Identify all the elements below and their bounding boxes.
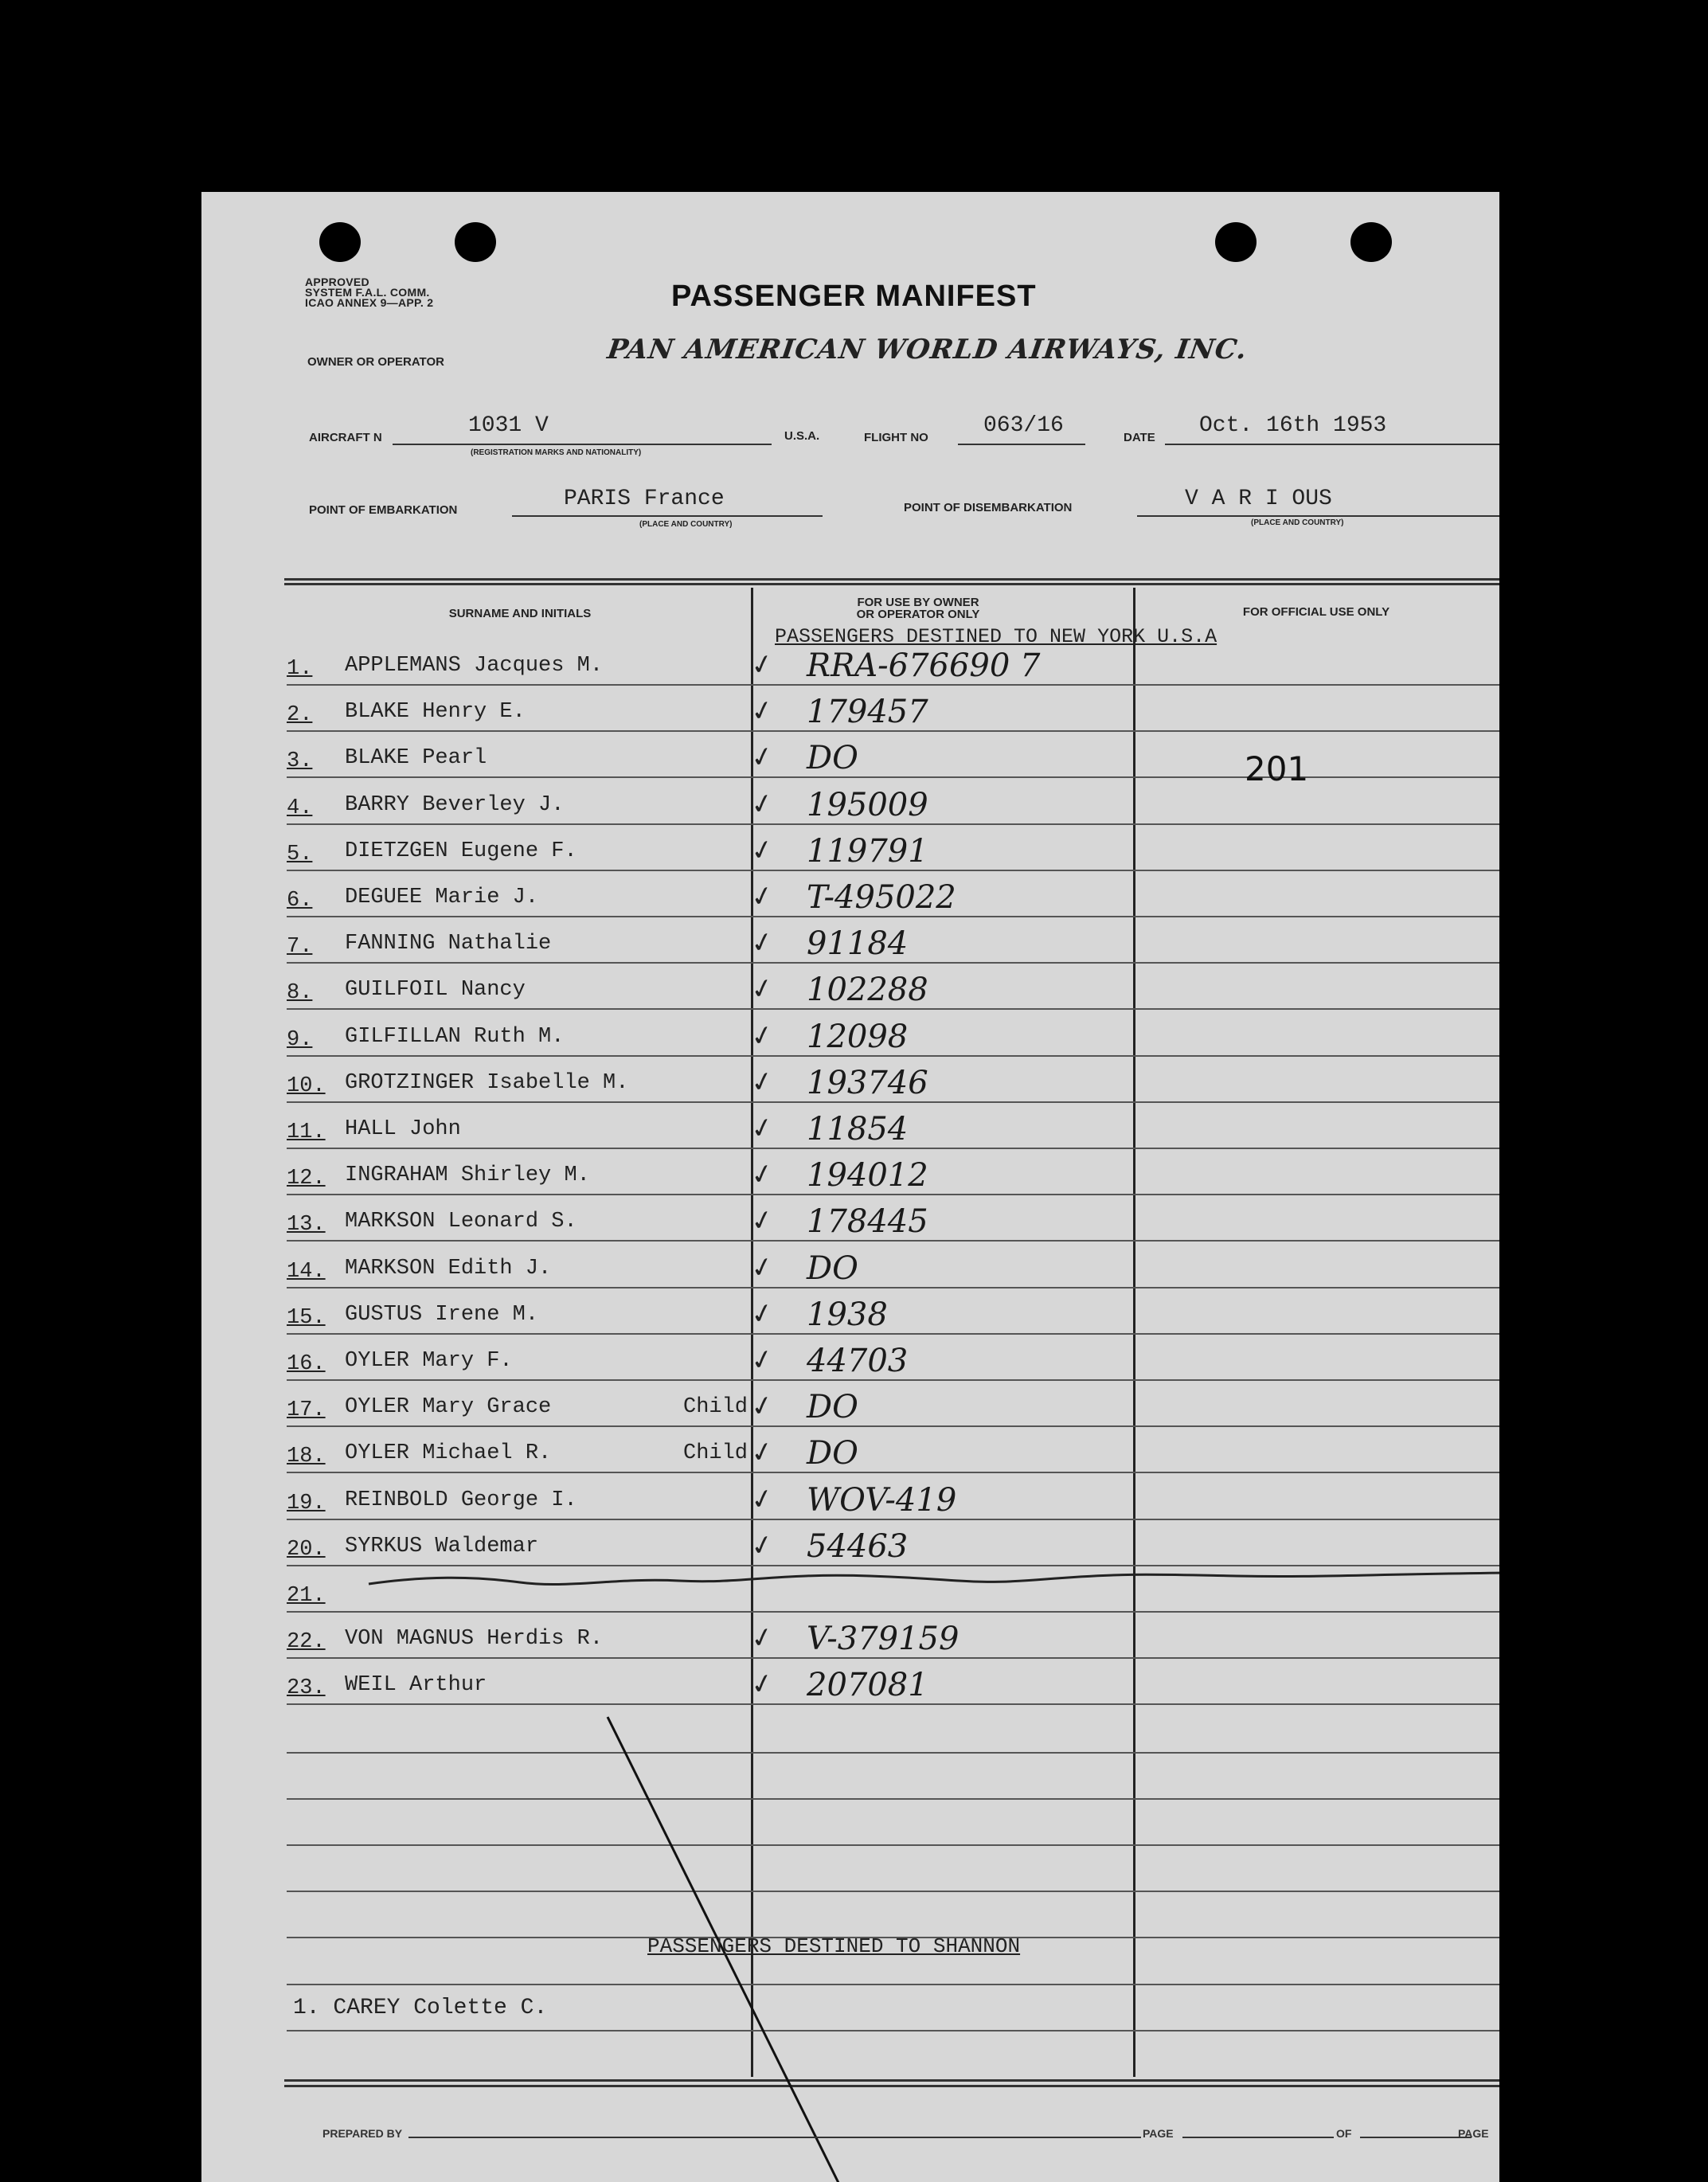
disembark-underline (1137, 515, 1499, 517)
passenger-number: 23. (287, 1676, 326, 1701)
punch-hole (319, 222, 361, 262)
passenger-row (201, 1613, 1499, 1659)
ticket-number: WOV-419 (807, 1481, 957, 1519)
passenger-number: 7. (287, 935, 313, 960)
ticket-number: DO (807, 1389, 858, 1426)
embark-caption: (PLACE AND COUNTRY) (639, 520, 733, 529)
passenger-number: 16. (287, 1352, 326, 1376)
check-mark: ✓ (748, 693, 777, 729)
passenger-number: 13. (287, 1213, 326, 1238)
approval-line: SYSTEM F.A.L. COMM. (305, 286, 430, 299)
passenger-number: 10. (287, 1073, 326, 1098)
check-mark: ✓ (748, 1527, 777, 1564)
ticket-number: DO (807, 1249, 858, 1287)
passenger-name: OYLER Michael R. (345, 1441, 552, 1466)
passenger-number: 21. (287, 1584, 326, 1608)
ticket-number: DO (807, 1435, 858, 1472)
official-mark: 201 (1245, 749, 1309, 788)
ticket-number: 1938 (807, 1296, 888, 1333)
disembark-value: V A R I OUS (1185, 487, 1332, 511)
passenger-number: 15. (287, 1305, 326, 1330)
airline-name: PAN AMERICAN WORLD AIRWAYS, INC. (605, 334, 1249, 366)
aircraft-value: 1031 V (468, 413, 549, 438)
passenger-number: 11. (287, 1120, 326, 1144)
ticket-number: 194012 (807, 1157, 928, 1195)
passenger-name: GILFILLAN Ruth M. (345, 1024, 565, 1049)
page-label: PAGE (1143, 2127, 1174, 2140)
passenger-row (201, 686, 1499, 732)
row-rule (287, 1703, 1499, 1705)
passenger-name: WEIL Arthur (345, 1673, 487, 1698)
passenger-row (201, 825, 1499, 871)
check-mark: ✓ (748, 925, 777, 961)
passenger-number: 18. (287, 1445, 326, 1469)
passenger-name: MARKSON Edith J. (345, 1256, 552, 1281)
of-label: OF (1336, 2127, 1352, 2140)
prepared-by-label: PREPARED BY (322, 2127, 403, 2140)
passenger-number: 8. (287, 981, 313, 1006)
table-bottom-rule (284, 2085, 1499, 2087)
passenger-row (201, 964, 1499, 1010)
passenger-number: 9. (287, 1027, 313, 1052)
disembark-caption: (PLACE AND COUNTRY) (1251, 518, 1344, 527)
ticket-number: 12098 (807, 1018, 909, 1055)
check-mark: ✓ (748, 1388, 777, 1425)
prepared-by-line (408, 2137, 1141, 2138)
check-mark: ✓ (748, 1018, 777, 1054)
passenger-number: 3. (287, 749, 313, 774)
ticket-number: 11854 (807, 1111, 909, 1148)
page-label: PAGE (1458, 2127, 1489, 2140)
passenger-name: INGRAHAM Shirley M. (345, 1163, 590, 1188)
passenger-name: SYRKUS Waldemar (345, 1534, 539, 1558)
shannon-passenger: 1. CAREY Colette C. (293, 1996, 548, 2020)
check-mark: ✓ (748, 1110, 777, 1147)
blank-rule (287, 1798, 1499, 1800)
passenger-row (201, 1520, 1499, 1566)
passenger-number: 6. (287, 889, 313, 913)
passenger-row (201, 1335, 1499, 1381)
passenger-name: BLAKE Pearl (345, 746, 487, 771)
passenger-row (201, 1381, 1499, 1427)
table-top-rule (284, 578, 1499, 581)
ticket-number: T-495022 (807, 879, 956, 916)
registration-caption: (REGISTRATION MARKS AND NATIONALITY) (471, 448, 642, 457)
ticket-number: 119791 (807, 832, 928, 870)
passenger-row (201, 1103, 1499, 1149)
column-header-surname: SURNAME AND INITIALS (448, 607, 592, 620)
passenger-row (201, 1011, 1499, 1057)
check-mark: ✓ (748, 739, 777, 776)
check-mark: ✓ (748, 1434, 777, 1471)
ticket-number: 54463 (807, 1527, 909, 1565)
manifest-page (201, 192, 1499, 2182)
blank-rule (287, 1891, 1499, 1892)
owner-label: OWNER OR OPERATOR (307, 355, 444, 369)
check-mark: ✓ (748, 971, 777, 1007)
passenger-row (201, 1288, 1499, 1335)
passenger-row (201, 1427, 1499, 1473)
passenger-name: GUILFOIL Nancy (345, 978, 526, 1003)
ticket-number: 179457 (807, 694, 928, 731)
passenger-name: DIETZGEN Eugene F. (345, 839, 577, 863)
ticket-number: 193746 (807, 1064, 928, 1101)
check-mark: ✓ (748, 1666, 777, 1703)
passenger-number: 22. (287, 1630, 326, 1655)
flight-label: FLIGHT NO (864, 431, 928, 444)
approval-line: APPROVED (305, 276, 369, 288)
passenger-row (201, 1242, 1499, 1288)
aircraft-underline (393, 444, 772, 445)
blank-rule (287, 1844, 1499, 1846)
check-mark: ✓ (748, 1156, 777, 1193)
ticket-number: 44703 (807, 1343, 909, 1379)
ticket-number: V-379159 (807, 1621, 960, 1658)
aircraft-label: AIRCRAFT N (309, 431, 382, 444)
passenger-name: VON MAGNUS Herdis R. (345, 1627, 604, 1652)
approval-line: ICAO ANNEX 9—APP. 2 (305, 296, 434, 309)
passenger-name: DEGUEE Marie J. (345, 886, 539, 909)
page-line (1182, 2137, 1334, 2138)
disembark-label: POINT OF DISEMBARKATION (904, 501, 1073, 514)
check-mark: ✓ (748, 786, 777, 823)
date-value: Oct. 16th 1953 (1199, 413, 1387, 438)
passenger-number: 5. (287, 842, 313, 866)
check-mark: ✓ (748, 832, 777, 869)
ticket-number: RRA-676690 7 (807, 647, 1041, 684)
passenger-name: APPLEMANS Jacques M. (345, 654, 604, 678)
passenger-row (201, 1195, 1499, 1242)
check-mark: ✓ (748, 1342, 777, 1378)
passenger-row (201, 1474, 1499, 1520)
approval-stamp (305, 277, 433, 308)
flight-value: 063/16 (983, 413, 1064, 438)
check-mark: ✓ (748, 1064, 777, 1101)
column-header-owner: FOR USE BY OWNER OR OPERATOR ONLY (856, 596, 980, 621)
passenger-row (201, 1149, 1499, 1195)
strike-wave (361, 1562, 1499, 1593)
blank-rule (287, 1984, 1499, 1985)
passenger-number: 14. (287, 1259, 326, 1284)
date-label: DATE (1124, 431, 1155, 444)
passenger-row (201, 639, 1499, 686)
passenger-row (201, 1659, 1499, 1705)
passenger-number: 17. (287, 1398, 326, 1423)
passenger-name: GROTZINGER Isabelle M. (345, 1070, 629, 1095)
destination-header-ny: PASSENGERS DESTINED TO NEW YORK U.S.A (775, 625, 1217, 648)
passenger-category: Child (683, 1395, 748, 1420)
date-underline (1165, 444, 1499, 445)
passenger-name: GUSTUS Irene M. (345, 1302, 539, 1327)
ticket-number: DO (807, 740, 858, 777)
passenger-number: 4. (287, 796, 313, 820)
ticket-number: 207081 (807, 1667, 928, 1704)
passenger-row (201, 1057, 1499, 1103)
column-header-official: FOR OFFICIAL USE ONLY (1242, 605, 1390, 619)
ticket-number: 195009 (807, 786, 928, 823)
check-mark: ✓ (748, 1249, 777, 1286)
passenger-category: Child (683, 1441, 748, 1466)
ticket-number: 178445 (807, 1203, 928, 1241)
passenger-row (201, 917, 1499, 964)
passenger-number: 1. (287, 657, 313, 681)
page-title: PASSENGER MANIFEST (671, 280, 1037, 313)
check-mark: ✓ (748, 1296, 777, 1332)
passenger-name: FANNING Nathalie (345, 932, 552, 956)
passenger-row (201, 871, 1499, 917)
passenger-name: MARKSON Leonard S. (345, 1210, 577, 1234)
punch-hole (455, 222, 496, 262)
blank-rule (287, 1752, 1499, 1754)
table-top-rule (284, 583, 1499, 585)
ticket-number: 91184 (807, 925, 909, 963)
embark-label: POINT OF EMBARKATION (309, 503, 458, 517)
passenger-name: OYLER Mary Grace (345, 1395, 552, 1420)
check-mark: ✓ (748, 647, 777, 683)
of-line (1360, 2137, 1472, 2138)
ticket-number: 102288 (807, 972, 928, 1009)
passenger-name: OYLER Mary F. (345, 1349, 513, 1373)
passenger-name: REINBOLD George I. (345, 1488, 577, 1512)
passenger-number: 19. (287, 1491, 326, 1515)
destination-header-shannon: PASSENGERS DESTINED TO SHANNON (647, 1934, 1021, 1958)
passenger-number: 2. (287, 703, 313, 728)
check-mark: ✓ (748, 1202, 777, 1239)
embark-value: PARIS France (564, 487, 725, 511)
punch-hole (1215, 222, 1257, 262)
check-mark: ✓ (748, 1481, 777, 1518)
check-mark: ✓ (748, 878, 777, 915)
embark-underline (512, 515, 823, 517)
passenger-name: BARRY Beverley J. (345, 792, 565, 817)
blank-rule (287, 2030, 1499, 2031)
passenger-name: HALL John (345, 1117, 461, 1141)
passenger-name: BLAKE Henry E. (345, 700, 526, 725)
check-mark: ✓ (748, 1620, 777, 1656)
table-bottom-rule (284, 2079, 1499, 2082)
flight-underline (958, 444, 1085, 445)
punch-hole (1350, 222, 1392, 262)
usa-label: U.S.A. (784, 429, 820, 443)
passenger-number: 20. (287, 1537, 326, 1562)
passenger-number: 12. (287, 1167, 326, 1191)
